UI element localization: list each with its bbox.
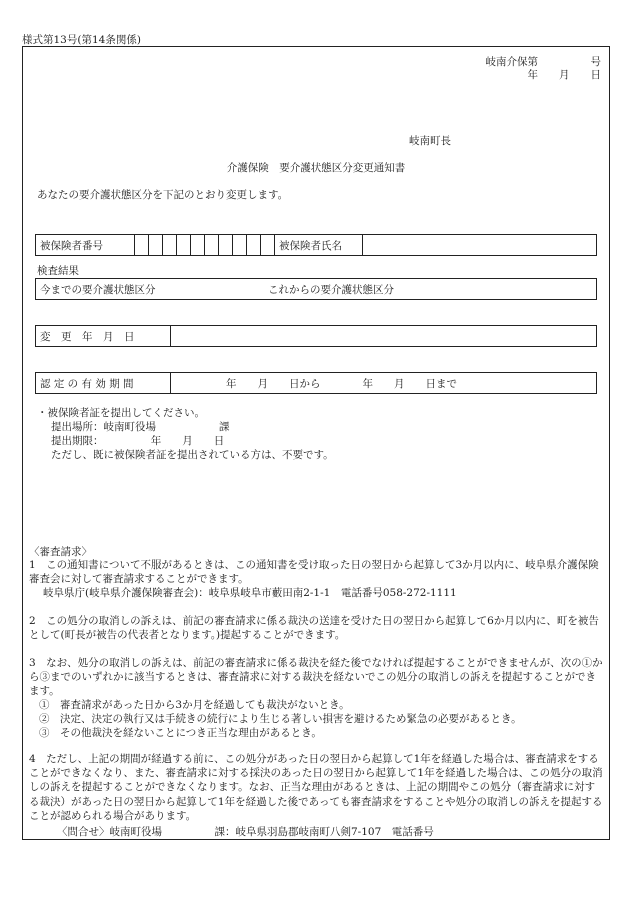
appeal-contact: 岐阜県庁(岐阜県介護保険審査会)：岐阜県岐阜市藪田南2-1-1 電話番号058-272-1111 [43,587,457,599]
submission-request: ・被保険者証を提出してください。 [37,407,205,419]
validity-row [35,372,597,394]
care-level-row [35,278,597,300]
insured-number-digit [205,235,219,255]
change-date-label-cell [36,326,171,346]
insured-number-digit [177,235,191,255]
validity-period: 年 月 日から 年 月 日まで [226,378,457,390]
insured-number-digit [149,235,163,255]
insured-number-digit [261,235,275,255]
appeal-item-1: ① 審査請求があった日から3か月を経過しても裁決がないとき。 [39,699,350,711]
appeal-item-2: ② 決定、決定の執行又は手続きの続行により生じる著しい損害を避けるため緊急の必要があるとき。 [39,713,522,725]
form-label: 様式第13号(第14条関係) [22,34,141,46]
insured-name-label-cell [275,235,363,255]
insured-number-label: 被保険者番号 [40,240,103,252]
document-title: 介護保険 要介護状態区分変更通知書 [226,162,406,174]
intro-text: あなたの要介護状態区分を下記のとおり変更します。 [37,189,289,201]
submission-place: 提出場所：岐南町役場 課 [51,421,230,433]
insured-row [35,234,597,256]
appeal-paragraph-3: 3 なお、処分の取消しの訴えは、前記の審査請求に係る裁決を経た後でなければ提起することができませんが、次の①から③までのいずれかに該当するときは、審査請求に対する裁決を経ないでこの処分の取消しの訴えを提起することができます。 [29,657,603,698]
exam-result-label: 検査結果 [37,265,79,277]
insured-number-digit [135,235,149,255]
insured-number-label-cell [36,235,135,255]
validity-label-cell [36,373,171,393]
previous-level-label: 今までの要介護状態区分 [40,284,156,296]
appeal-paragraph-2: 2 この処分の取消しの訴えは、前記の審査請求に係る裁決の送達を受けた日の翌日から起算して6か月以内に、町を被告として(町長が被告の代表者となります。)提起することができます。 [29,615,599,642]
inquiry-line: 〈問合せ〉岐南町役場 課：岐阜県羽島郡岐南町八剣7-107 電話番号 [57,826,434,838]
insured-name-label: 被保険者氏名 [279,240,342,252]
doc-date: 年 月 日 [527,69,601,81]
notice-frame [22,46,610,840]
submission-deadline: 提出期限： 年 月 日 [51,435,225,447]
insured-number-digit [233,235,247,255]
doc-number: 岐南介保第 号 [485,56,601,68]
new-level-label: これからの要介護状態区分 [268,284,394,296]
change-date-row [35,325,597,347]
insured-number-digit [163,235,177,255]
appeal-paragraph-1: 1 この通知書について不服があるときは、この通知書を受け取った日の翌日から起算して3か月以内に、岐阜県介護保険審査会に対して審査請求することができます。 [29,559,599,586]
issuer: 岐南町長 [409,135,451,147]
validity-label: 認 定 の 有 効 期 間 [40,378,134,390]
appeal-heading: 〈審査請求〉 [29,546,92,558]
submission-note: ただし、既に被保険者証を提出されている方は、不要です。 [51,449,334,461]
change-date-label: 変 更 年 月 日 [40,331,135,343]
insured-number-digit [247,235,261,255]
appeal-paragraph-4: 4 ただし、上記の期間が経過する前に、この処分があった日の翌日から起算して1年を経過した場合は、審査請求をすることができなくなり、また、審査請求に対する採決のあった日の翌日から起算して1年を経過した場合は、この処分の取消しの訴えを提起することができなくなります。なお、正当な理由があるときは、上記の期間やこの処分（審査請求に対する裁決）があった日の翌日から起算して1年を経過した後であっても審査請求をすることや処分の取消しの訴えを提起することが認められる場合があります。 [29,753,603,822]
insured-number-digit [191,235,205,255]
insured-number-digit [219,235,233,255]
appeal-item-3: ③ その他裁決を経ないことにつき正当な理由があるとき。 [39,727,322,739]
